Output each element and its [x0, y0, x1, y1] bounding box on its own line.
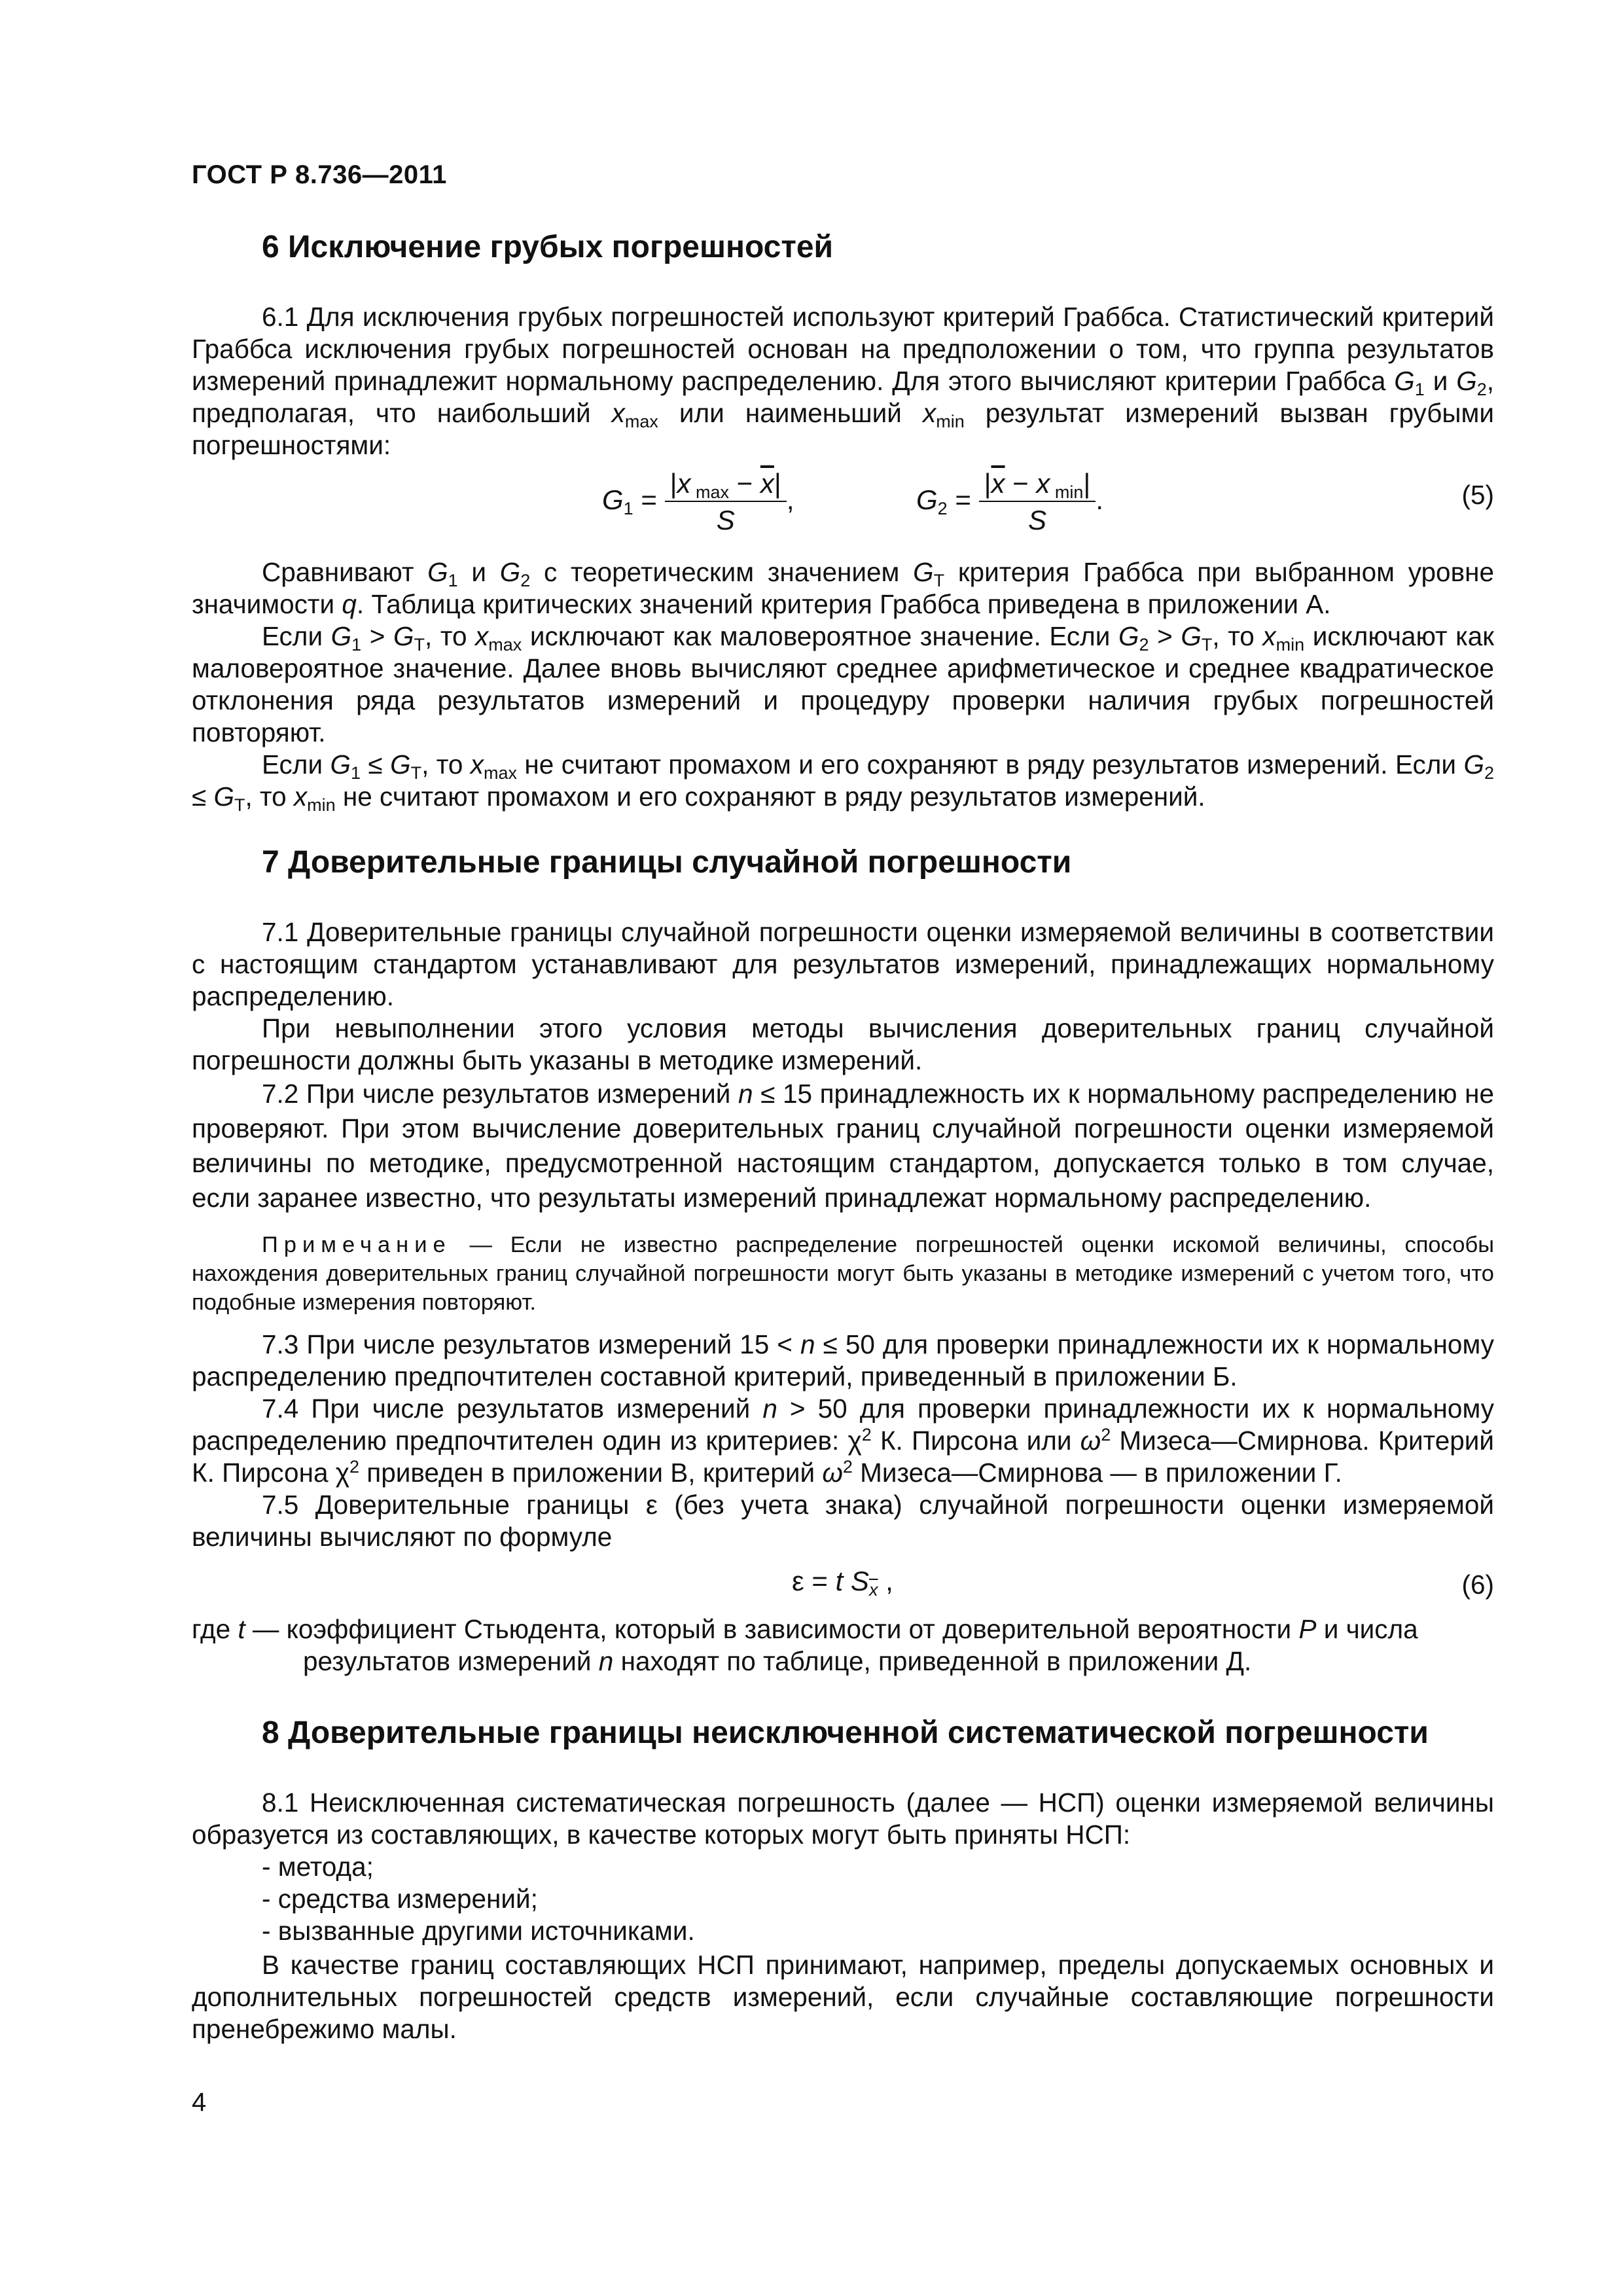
list-item: - средства измерений;	[262, 1884, 538, 1914]
page-number: 4	[192, 2088, 207, 2117]
paragraph-8-1: 8.1 Неисключенная систематическая погрешность (далее — НСП) оценки измеряемой величины образуется из составляющих, в качестве которых могут быть приняты НСП:	[192, 1787, 1494, 1850]
formula-epsilon: ε = t $S_{\overline{x}}$ ,	[792, 1566, 893, 1600]
paragraph-6-if1: Если $G_1 > G_T$, то $x_{max}$ исключают как маловероятное значение. Если $G_2 > G_T$, то $x_{min}$ исключают как маловероятное значение. Далее вновь вычисляют среднее арифметическое и среднее квадратическое отклонения ряда результатов измерений и процедуру проверки наличия грубых погрешностей повторяют.	[192, 621, 1494, 747]
note-text: — Если не известно распределение погрешностей оценки искомой величины, способы нахождения доверительных границ случайной погрешности могут быть указаны в методике измерений с учетом того, что подобные измерения повторяют.	[192, 1232, 1494, 1315]
formula-5-number: (5)	[1461, 480, 1494, 510]
paragraph-7-4: 7.4 При числе результатов измерений n > 50 для проверки принадлежности их к нормальному распределению предпочтителен один из критериев: $\chi^2$ К. Пирсона или $\omega^2$ Мизеса—Смирнова. Критерий К. Пирсона $\chi^2$ приведен в приложении В, критерий $\omega^2$ Мизеса—Смирнова — в приложении Г.	[192, 1393, 1495, 1488]
formula-6-where: где t — коэффициент Стьюдента, который в зависимости от доверительной вероятности P и числа результатов измерений n находят по таблице, приведенной в приложении Д.	[192, 1614, 1418, 1676]
note-label: Примечание	[262, 1232, 452, 1257]
formula-g1: $G_1$ = $\frac{|x _{max} - \overline{x}|}{S}$ ,	[602, 468, 794, 535]
paragraph-7-2: 7.2 При числе результатов измерений n ≤ 15 принадлежность их к нормальному распределению не проверяют. При этом вычисление доверительных границ случайной погрешности оценки измеряемой величины по методике, предусмотренной настоящим стандартом, допускается только в том случае, если заранее известно, что результаты измерений принадлежат нормальному распределению.	[192, 1079, 1494, 1213]
paragraph-7-1b: При невыполнении этого условия методы вычисления доверительных границ случайной погрешности должны быть указаны в методике измерений.	[192, 1013, 1494, 1075]
formula-6-number: (6)	[1461, 1570, 1494, 1600]
formula-g2: $G_2$ = $\frac{|\overline{x} - x _{min}|}{S}$ .	[916, 468, 1103, 535]
paragraph-6-if2: Если $G_1 \le G_T$, то $x_{max}$ не считают промахом и его сохраняют в ряду результатов измерений. Если $G_2 \le G_T$, то $x_{min}$ не считают промахом и его сохраняют в ряду результатов измерений.	[192, 749, 1494, 815]
paragraph-6-1: 6.1 Для исключения грубых погрешностей используют критерий Граббса. Статистический критерий Граббса исключения грубых погрешностей основан на предположении о том, что группа результатов измерений принадлежит нормальному распределению. Для этого вычисляют критерии Граббса $G_1$ и $G_2$, предполагая, что наибольший $x_{max}$ или наименьший $x_{min}$ результат измерений вызван грубыми погрешностями:	[192, 302, 1494, 460]
section-6-title: 6 Исключение грубых погрешностей	[262, 230, 834, 264]
list-item: - вызванные другими источниками.	[262, 1916, 695, 1946]
section-7-title: 7 Доверительные границы случайной погрешности	[262, 845, 1072, 880]
paragraph-8-last: В качестве границ составляющих НСП принимают, например, пределы допускаемых основных и дополнительных погрешностей средств измерений, если случайные составляющие погрешности пренебрежимо малы.	[192, 1950, 1494, 2044]
paragraph-6-compare: Сравнивают $G_1$ и $G_2$ с теоретическим значением $G_T$ критерия Граббса при выбранном уровне значимости q. Таблица критических значений критерия Граббса приведена в приложении А.	[192, 557, 1494, 619]
document-header: ГОСТ Р 8.736—2011	[192, 160, 447, 189]
section-8-title: 8 Доверительные границы неисключенной систематической погрешности	[262, 1715, 1429, 1750]
paragraph-7-3: 7.3 При числе результатов измерений 15 < n ≤ 50 для проверки принадлежности их к нормальному распределению предпочтителен составной критерий, приведенный в приложении Б.	[192, 1329, 1495, 1391]
paragraph-7-1: 7.1 Доверительные границы случайной погрешности оценки измеряемой величины в соответствии с настоящим стандартом устанавливают для результатов измерений, принадлежащих нормальному распределению.	[192, 917, 1494, 1011]
paragraph-7-5: 7.5 Доверительные границы ε (без учета знака) случайной погрешности оценки измеряемой величины вычисляют по формуле	[192, 1490, 1494, 1552]
note-7	[192, 1230, 1494, 1317]
list-item: - метода;	[262, 1852, 374, 1882]
